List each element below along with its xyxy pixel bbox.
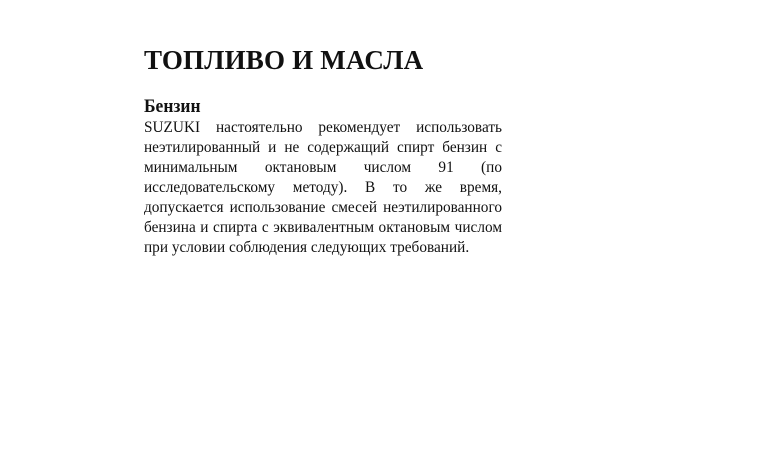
section-heading: Бензин [144,96,201,117]
page-title: ТОПЛИВО И МАСЛА [144,45,424,75]
section-paragraph: SUZUKI настоятельно рекомендует использовать неэтилированный и не содержащий спирт бензин с минимальным октановым числом 91 (по исследовательскому методу). В то же время, допускается использование смесей неэтилированного бензина и спирта с эквивалентным октановым числом при условии соблюдения следующих требований. [144,119,502,256]
content-column [144,44,502,258]
